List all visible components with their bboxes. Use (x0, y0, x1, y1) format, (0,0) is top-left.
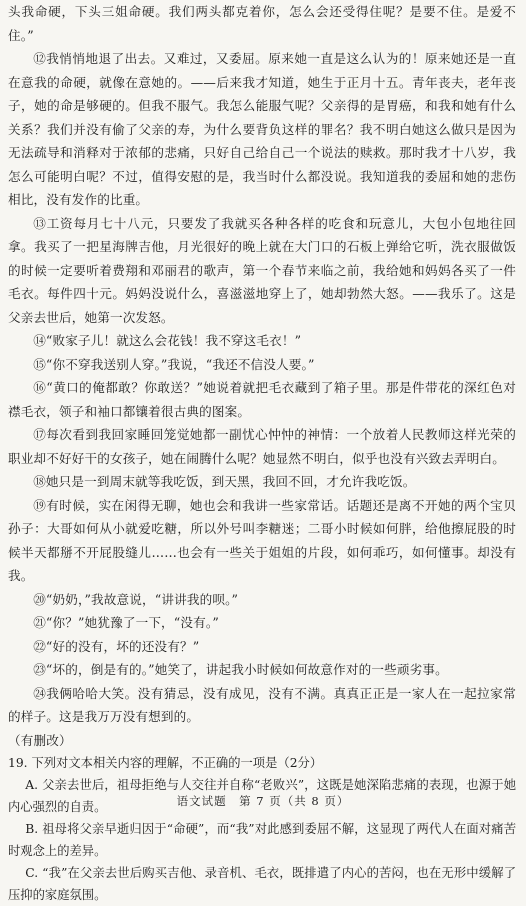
paragraph: ㉓“坏的，倒是有的。”她笑了，讲起我小时候如何故意作对的一些顽劣事。 (33, 662, 448, 677)
paragraph: ㉔我俩哈哈大笑。没有猜忌，没有成见，没有不满。真真正正是一家人在一起拉家常的样子。这是我万万没有想到的。 (8, 685, 516, 724)
paragraph: ⑰每次看到我回家睡回笼觉她都一副忧心忡忡的神情：一个放着人民教师这样光荣的职业却不好好干的女孩子，她在闹腾什么呢？她显然不明白，似乎也没有兴致去弄明白。 (8, 427, 516, 466)
paragraph: ⑳“奶奶，”我故意说，“讲讲我的呗。” (33, 591, 239, 607)
paragraph: 头我命硬，下头三姐命硬。我们两头都克着你，怎么会还受得住呢？是要不住。是爱不住。” (8, 4, 516, 43)
page-footer: 语文试题 第 7 页（共 8 页） (176, 794, 350, 808)
paragraph: ⑯“黄口的俺都敢？你敢送？”她说着就把毛衣藏到了箱子里。那是件带花的深红色对襟毛衣，领子和袖口都镶着很古典的图案。 (8, 380, 516, 419)
paragraph: ㉒“好的没有，坏的还没有？” (33, 638, 200, 654)
passage (8, 0, 516, 752)
paragraph: ⑫我悄悄地退了出去。又难过，又委屈。原来她一直是这么认为的！原来她还是一直在意我的命硬，就像在意她的。——后来我才知道，她生于正月十五。青年丧夫，老年丧子，她的命是够硬的。但我不服气。我怎么能服气呢？父亲得的是胃癌，和我和她有什么关系？我们并没有偷了父亲的寿，为什么要背负这样的罪名？我不明白她这么做只是因为无法疏导和消释对于浓郁的悲痛，只好自己给自己一个说法的赎救。那时我才十八岁，我怎么可能明白呢？不过，值得安慰的是，我当时什么都没说。我知道我的委屈和她的悲伤相比，没有发作的比重。 (8, 51, 516, 207)
question-19 (8, 752, 516, 906)
paragraph: ⑮“你不穿我送别人穿。”我说，“我还不信没人要。” (33, 356, 315, 372)
option-a: A. 父亲去世后，祖母拒绝与人交往并自称“老败兴”，这既是她深陷悲痛的表现，也源于她内心强烈的自责。 (8, 778, 516, 814)
paragraph: ⑱她只是一到周末就等我吃饭，到天黑，我回不回，才允许我吃饭。 (33, 474, 416, 489)
option-c: C. “我”在父亲去世后购买吉他、录音机、毛衣，既排遣了内心的苦闷，也在无形中缓解了压抑的家庭氛围。 (8, 866, 516, 902)
question-stem: 19. 下列对文本相关内容的理解，不正确的一项是（2分） (8, 756, 323, 770)
paragraph: ㉑“你？”她犹豫了一下，“没有。” (33, 615, 219, 630)
source-note: （有删改） (8, 732, 72, 748)
paragraph: ⑲有时候，实在闲得无聊，她也会和我讲一些家常话。话题还是离不开她的两个宝贝孙子：大哥如何从小就爱吃糖，所以外号叫李糖迷；二哥小时候如何胖，给他擦屁股的时候半天都掰不开屁股缝儿……也会有一些关于姐姐的片段，如何乖巧，如何懂事。却没有我。 (8, 497, 516, 583)
paragraph: ⑬工资每月七十八元，只要发了我就买各种各样的吃食和玩意儿，大包小包地往回拿。我买了一把星海牌吉他，月光很好的晚上就在大门口的石板上弹给它听，洗衣服做饭的时候一定要听着费翔和邓丽君的歌声，第一个春节来临之前，我给她和妈妈各买了一件毛衣。每件四十元。妈妈没说什么，喜滋滋地穿上了，她却勃然大怒。——我乐了。这是父亲去世后，她第一次发怒。 (8, 215, 516, 325)
option-b: B. 祖母将父亲早逝归因于“命硬”，而“我”对此感到委屈不解，这显现了两代人在面对痛苦时观念上的差异。 (8, 822, 516, 858)
paragraph: ⑭“败家子儿！就这么会花钱！我不穿这毛衣！” (33, 333, 302, 348)
